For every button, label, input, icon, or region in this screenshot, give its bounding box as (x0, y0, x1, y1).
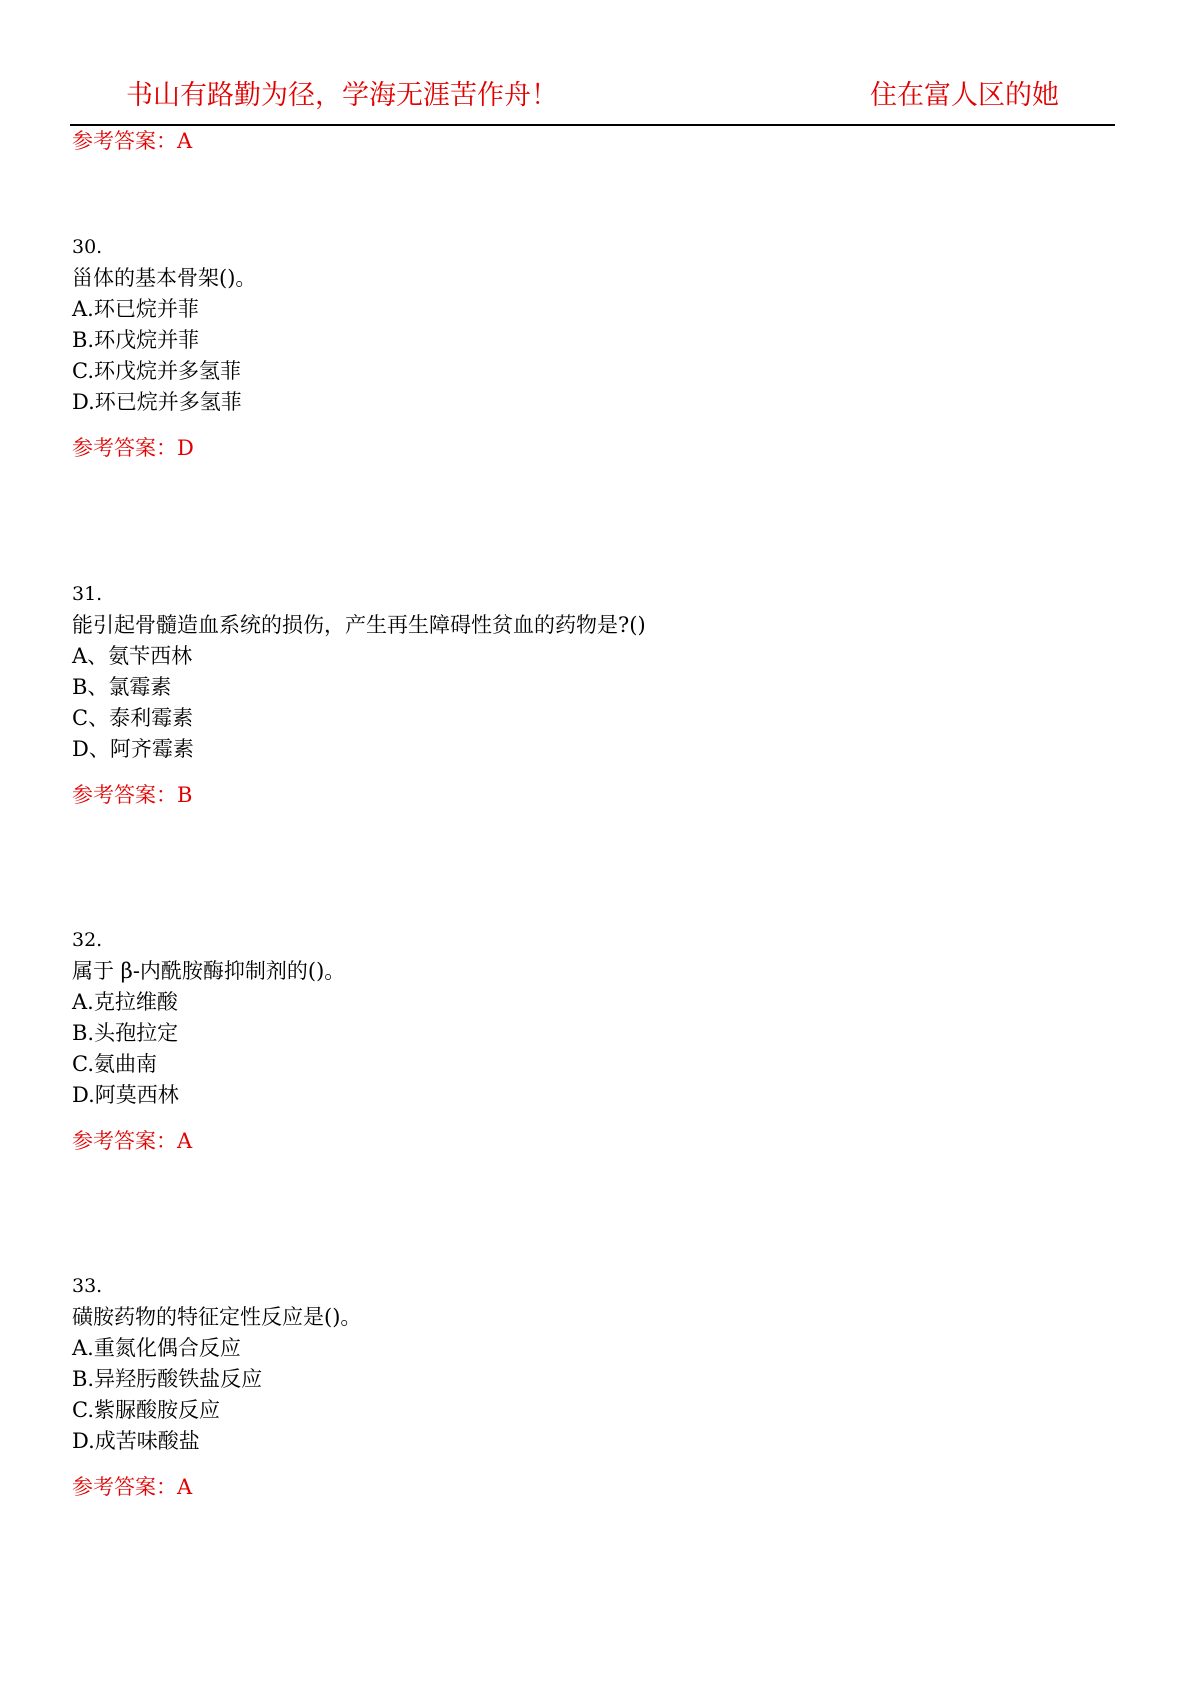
header-author: 住在富人区的她 (870, 80, 1059, 111)
option-a: A.重氮化偶合反应 (72, 1336, 241, 1360)
question-stem: 甾体的基本骨架()。 (72, 266, 257, 290)
answer-label-29: 参考答案：A (72, 129, 193, 153)
option-c: C.氨曲南 (72, 1052, 157, 1076)
option-d: D.成苦味酸盐 (72, 1429, 200, 1453)
question-31 (72, 579, 1112, 765)
option-a: A、氨苄西林 (72, 644, 193, 668)
option-a: A.环已烷并菲 (72, 297, 199, 321)
answer-label-30: 参考答案：D (72, 436, 194, 460)
option-d: D.阿莫西林 (72, 1083, 179, 1107)
header-motto: 书山有路勤为径，学海无涯苦作舟！ (126, 80, 558, 111)
option-c: C.环戊烷并多氢菲 (72, 359, 241, 383)
question-stem: 能引起骨髓造血系统的损伤，产生再生障碍性贫血的药物是?() (72, 613, 646, 637)
option-d: D、阿齐霉素 (72, 737, 194, 761)
question-number: 30. (72, 236, 103, 258)
question-32 (72, 925, 1112, 1111)
answer-label-31: 参考答案：B (72, 783, 193, 807)
option-a: A.克拉维酸 (72, 990, 178, 1014)
option-d: D.环已烷并多氢菲 (72, 390, 242, 414)
option-b: B、氯霉素 (72, 675, 172, 699)
question-stem: 属于 β-内酰胺酶抑制剂的()。 (72, 959, 346, 983)
option-b: B.头孢拉定 (72, 1021, 179, 1045)
option-b: B.环戊烷并菲 (72, 328, 200, 352)
answer-label-33: 参考答案：A (72, 1475, 193, 1499)
option-c: C.紫脲酸胺反应 (72, 1398, 220, 1422)
question-number: 33. (72, 1275, 103, 1297)
answer-label-32: 参考答案：A (72, 1129, 193, 1153)
question-30 (72, 232, 1112, 418)
option-c: C、泰利霉素 (72, 706, 194, 730)
question-33 (72, 1271, 1112, 1457)
option-b: B.异羟肟酸铁盐反应 (72, 1367, 263, 1391)
question-number: 32. (72, 929, 103, 951)
question-number: 31. (72, 583, 103, 605)
page-header (70, 78, 1115, 126)
question-stem: 磺胺药物的特征定性反应是()。 (72, 1305, 362, 1329)
